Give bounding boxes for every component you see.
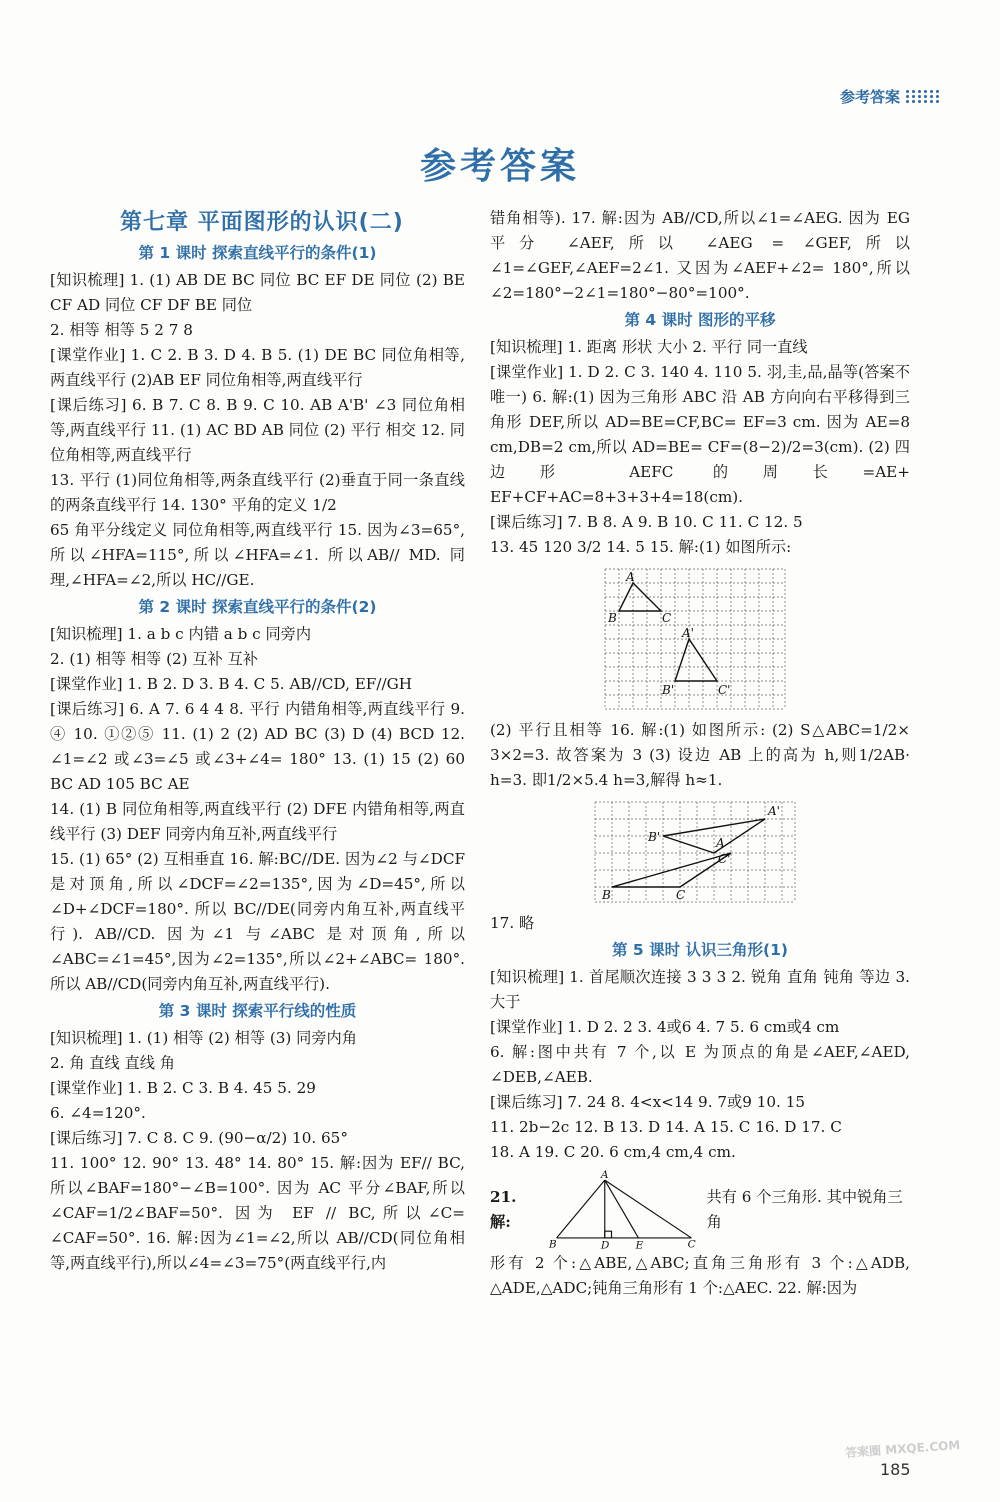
fig-label: B — [548, 1238, 557, 1251]
chapter-title: 第七章 平面图形的认识(二) — [120, 210, 404, 235]
fig-label: C — [662, 611, 672, 625]
answer-para: [课后练习] 7. B 8. A 9. B 10. C 11. C 12. 5 — [490, 513, 803, 531]
answer-para: 13. 45 120 3/2 14. 5 15. 解:(1) 如图所示: — [490, 538, 792, 556]
answer-para: [课堂作业] 1. B 2. D 3. B 4. C 5. AB//CD, EF//GH — [50, 675, 412, 693]
triangle-figure — [547, 1169, 701, 1251]
answer-para: [知识梳理] 1. 首尾顺次连接 3 3 3 2. 锐角 直角 钝角 等边 3. 大于 — [490, 968, 910, 1011]
answer-para: [课后练习] 7. 24 8. 4<x<14 9. 7或9 10. 15 — [490, 1093, 806, 1111]
lesson-1-title: 第 1 课时 探索直线平行的条件(1) — [138, 244, 377, 262]
fig-label: C' — [718, 852, 731, 866]
answer-para: [课堂作业] 1. B 2. C 3. B 4. 45 5. 29 — [50, 1079, 316, 1097]
q21-text: 共有 6 个三角形. 其中锐角三角 — [706, 1188, 903, 1231]
dots-icon — [906, 90, 940, 103]
answer-para: 形有 2 个:△ABE,△ABC;直角三角形有 3 个:△ADB, △ADE,△ADC;钝角三角形有 1 个:△AEC. 22. 解:因为 — [490, 1254, 910, 1297]
fig-label: A' — [768, 804, 780, 818]
answer-para: 错角相等). 17. 解:因为 AB//CD,所以∠1=∠AEG. 因为 EG 平分 ∠AEF,所以 ∠AEG = ∠GEF,所以∠1=∠GEF,∠AEF=2∠1. 又因为∠AEF+∠2= 180°,所以∠2=180°−2∠1=180°−80°=100°. — [490, 209, 910, 302]
lesson-4-title: 第 4 课时 图形的平移 — [624, 311, 776, 329]
answer-para: 17. 略 — [490, 914, 535, 932]
answer-para: 2. 相等 相等 5 2 7 8 — [50, 321, 193, 339]
fig-label: C — [676, 888, 686, 902]
answer-para: 65 角平分线定义 同位角相等,两直线平行 15. 因为∠3=65°,所以∠HFA=115°,所以∠HFA=∠1. 所以AB// MD. 同理,∠HFA=∠2,所以 HC//GE. — [50, 521, 465, 589]
fig-label: B' — [648, 830, 661, 844]
left-column — [50, 206, 465, 1276]
lesson-5-title: 第 5 课时 认识三角形(1) — [612, 941, 788, 959]
fig-label: C — [687, 1238, 696, 1251]
answer-para: [课堂作业] 1. D 2. 2 3. 4或6 4. 7 5. 6 cm或4 cm — [490, 1018, 840, 1036]
fig-label: E — [635, 1239, 643, 1251]
answer-para: [课后练习] 6. A 7. 6 4 4 8. 平行 内错角相等,两直线平行 9. ④ 10. ①②⑤ 11. (1) 2 (2) AD BC (3) D (4) BCD 12. ∠1=∠2 或∠3=∠5 或∠3+∠4= 180° 13. (1) 15 (2) 60 BC AD 105 BC AE — [50, 700, 465, 793]
answer-para: [知识梳理] 1. a b c 内错 a b c 同旁内 — [50, 625, 312, 643]
area-grid-figure — [590, 797, 800, 907]
fig-label: A — [626, 570, 635, 584]
lesson-3-title: 第 3 课时 探索平行线的性质 — [158, 1002, 357, 1020]
page-title: 参考答案 — [419, 146, 580, 187]
answer-para: [知识梳理] 1. (1) 相等 (2) 相等 (3) 同旁内角 — [50, 1029, 357, 1047]
fig-label: B' — [662, 683, 675, 697]
answer-para: 2. 角 直线 直线 角 — [50, 1054, 175, 1072]
answer-para: 15. (1) 65° (2) 互相垂直 16. 解:BC//DE. 因为∠2 与∠DCF 是对顶角,所以∠DCF=∠2=135°,因为∠D=45°,所以∠D+∠DCF=180°. 所以 BC//DE(同旁内角互补,两直线平行). AB//CD. 因为∠1 与∠ABC 是对顶角,所以∠ABC=∠1=45°,因为∠2=135°,所以∠2+∠ABC= 180°. 所以 AB//CD(同旁内角互补,两直线平行). — [50, 850, 465, 993]
right-column — [490, 206, 910, 1301]
answer-para: 13. 平行 (1)同位角相等,两条直线平行 (2)垂直于同一条直线的两条直线平行 14. 130° 平角的定义 1/2 — [50, 471, 465, 514]
answer-para: 18. A 19. C 20. 6 cm,4 cm,4 cm. — [490, 1143, 736, 1161]
answer-para: 11. 2b−2c 12. B 13. D 14. A 15. C 16. D 17. C — [490, 1118, 842, 1136]
answer-para: 14. (1) B 同位角相等,两直线平行 (2) DFE 内错角相等,两直线平行 (3) DEF 同旁内角互补,两直线平行 — [50, 800, 465, 843]
fig-label: A — [600, 1169, 609, 1182]
q21-row — [490, 1169, 910, 1251]
answer-para: [知识梳理] 1. (1) AB DE BC 同位 BC EF DE 同位 (2) BE CF AD 同位 CF DF BE 同位 — [50, 271, 465, 314]
fig-label: D — [600, 1239, 609, 1251]
header-tag — [840, 86, 940, 107]
watermark: 答案圈 MXQE.COM — [844, 1437, 961, 1461]
fig-label: A' — [682, 626, 694, 640]
answer-para: [课后练习] 6. B 7. C 8. B 9. C 10. AB A'B' ∠3 同位角相等,两直线平行 11. (1) AC BD AB 同位 (2) 平行 相交 12. 同位角相等,两直线平行 — [50, 396, 465, 464]
answer-para: [课后练习] 7. C 8. C 9. (90−α/2) 10. 65° — [50, 1129, 348, 1147]
fig-label: C' — [718, 683, 731, 697]
lesson-2-title: 第 2 课时 探索直线平行的条件(2) — [138, 598, 377, 616]
fig-label: A — [716, 836, 725, 850]
fig-label: B — [608, 611, 617, 625]
answer-para: [知识梳理] 1. 距离 形状 大小 2. 平行 同一直线 — [490, 338, 808, 356]
q21-label: 21. 解: — [490, 1188, 517, 1231]
fig-label: B — [602, 888, 611, 902]
header-tag-text: 参考答案 — [839, 88, 900, 106]
answer-para: 11. 100° 12. 90° 13. 48° 14. 80° 15. 解:因为 EF// BC,所以∠BAF=180°−∠B=100°. 因为 AC 平分∠BAF,所以∠CAF=1/2∠BAF=50°. 因为 EF // BC,所以∠C= ∠CAF=50°. 16. 解:因为∠1=∠2,所以 AB//CD(同位角相等,两直线平行),所以∠4=∠3=75°(两直线平行,内 — [50, 1154, 465, 1272]
answer-para: [课堂作业] 1. C 2. B 3. D 4. B 5. (1) DE BC 同位角相等,两直线平行 (2)AB EF 同位角相等,两直线平行 — [50, 346, 465, 389]
translation-grid-figure — [600, 564, 790, 714]
answer-para: 6. 解:图中共有 7 个,以 E 为顶点的角是∠AEF,∠AED, ∠DEB,∠AEB. — [490, 1043, 910, 1086]
answer-para: [课堂作业] 1. D 2. C 3. 140 4. 110 5. 羽,圭,品,晶等(答案不唯一) 6. 解:(1) 因为三角形 ABC 沿 AB 方向向右平移得到三角形 DEF,所以 AD=BE=CF,BC= EF=3 cm. 因为 AE=8 cm,DB=2 cm,所以 AD=BE= CF=(8−2)/2=3(cm). (2) 四边形 AEFC 的周长=AE+ EF+CF+AC=8+3+3+4=18(cm). — [490, 363, 910, 506]
answer-para: 6. ∠4=120°. — [50, 1104, 146, 1122]
answer-para: 2. (1) 相等 相等 (2) 互补 互补 — [50, 650, 258, 668]
page-number: 185 — [880, 1460, 911, 1479]
answer-para: (2) 平行且相等 16. 解:(1) 如图所示: (2) S△ABC=1/2× 3×2=3. 故答案为 3 (3) 设边 AB 上的高为 h,则1/2AB· h=3. 即1/2×5.4 h=3,解得 h≈1. — [490, 721, 910, 789]
